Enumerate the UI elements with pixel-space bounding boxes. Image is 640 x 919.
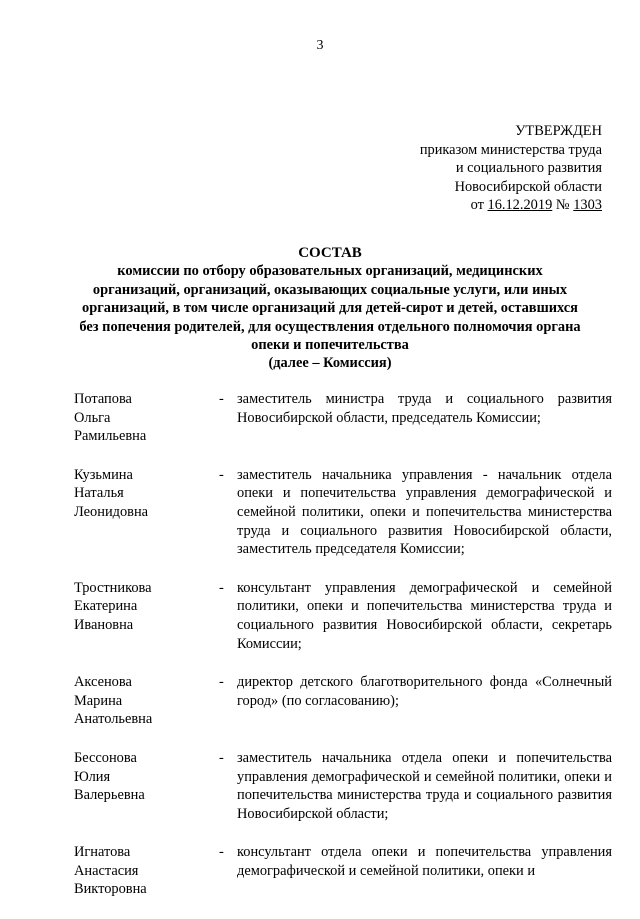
- member-name: [74, 843, 219, 899]
- member-first-name: Ольга: [74, 409, 111, 426]
- member-entry: [74, 843, 612, 899]
- approval-line-region: Новосибирской области: [454, 178, 602, 195]
- title-line-1: комиссии по отбору образовательных организаций, медицинских: [117, 263, 543, 280]
- member-entry: [74, 673, 612, 729]
- title-line-3: организаций, в том числе организаций для детей-сирот и детей, оставшихся: [82, 300, 578, 317]
- member-surname: Бессонова: [74, 749, 137, 766]
- approval-date: 16.12.2019: [487, 197, 553, 214]
- member-first-name: Наталья: [74, 485, 124, 502]
- member-name: [74, 466, 219, 559]
- approval-block: [420, 122, 602, 215]
- member-patronymic: Валерьевна: [74, 787, 145, 804]
- approval-line-order: приказом министерства труда: [419, 141, 602, 158]
- approval-number: 1303: [573, 197, 602, 214]
- member-role: консультант управления демографической и семейной политики, опеки и попечительства министерства труда и социального развития Новосибирской области, секретарь Комиссии;: [237, 579, 612, 652]
- member-dash: -: [219, 674, 224, 691]
- member-name: [74, 749, 219, 823]
- member-role: директор детского благотворительного фонда «Солнечный город» (по согласованию);: [237, 674, 612, 709]
- member-surname: Кузьмина: [74, 466, 133, 483]
- member-first-name: Юлия: [74, 768, 111, 785]
- document-title: [58, 244, 602, 373]
- members-list: [74, 390, 612, 919]
- member-name: [74, 390, 219, 446]
- member-role: заместитель начальника управления - начальник отдела опеки и попечительства управления демографической и семейной политики, опеки и попечительства министерства труда и социального развития Новосибирской области, заместитель председателя Комиссии;: [237, 466, 612, 558]
- member-first-name: Анастасия: [74, 862, 139, 879]
- approval-date-prefix: от: [470, 197, 484, 214]
- member-patronymic: Викторовна: [74, 881, 147, 898]
- member-entry: [74, 390, 612, 446]
- title-line-2: организаций, организаций, оказывающих социальные услуги, или иных: [92, 281, 568, 298]
- member-surname: Потапова: [74, 391, 132, 407]
- title-line-5: опеки и попечительства: [251, 337, 409, 354]
- member-first-name: Марина: [74, 692, 123, 709]
- member-dash: -: [219, 579, 224, 596]
- page-number: 3: [316, 38, 324, 53]
- member-entry: [74, 749, 612, 823]
- member-dash: -: [219, 466, 224, 483]
- member-dash: -: [219, 844, 224, 861]
- member-surname: Игнатова: [74, 844, 131, 861]
- member-entry: [74, 579, 612, 653]
- member-patronymic: Рамильевна: [74, 428, 147, 445]
- member-role: заместитель начальника отдела опеки и попечительства управления демографической и семейной политики, опеки и попечительства министерства труда и социального развития Новосибирской области;: [237, 749, 612, 822]
- member-surname: Тростникова: [74, 579, 152, 596]
- member-dash: -: [219, 391, 224, 407]
- member-surname: Аксенова: [74, 674, 132, 691]
- member-role: заместитель министра труда и социального развития Новосибирской области, председатель Комиссии;: [237, 391, 612, 426]
- member-role: консультант отдела опеки и попечительства управления демографической и семейной политики, опеки и: [237, 844, 612, 879]
- member-dash: -: [219, 749, 224, 766]
- member-name: [74, 673, 219, 729]
- title-line-6: (далее – Комиссия): [268, 355, 392, 372]
- approval-number-sign: №: [555, 197, 570, 214]
- member-patronymic: Анатольевна: [74, 711, 153, 728]
- member-name: [74, 579, 219, 653]
- approval-heading: УТВЕРЖДЕН: [515, 123, 602, 139]
- member-first-name: Екатерина: [74, 598, 138, 615]
- member-patronymic: Леонидовна: [74, 503, 149, 520]
- member-patronymic: Ивановна: [74, 616, 134, 633]
- member-entry: [74, 466, 612, 559]
- title-line-4: без попечения родителей, для осуществления отдельного полномочия органа: [79, 318, 581, 335]
- approval-line-ministry: и социального развития: [455, 160, 602, 177]
- title-heading: СОСТАВ: [298, 245, 362, 261]
- approval-date-line: [420, 196, 602, 215]
